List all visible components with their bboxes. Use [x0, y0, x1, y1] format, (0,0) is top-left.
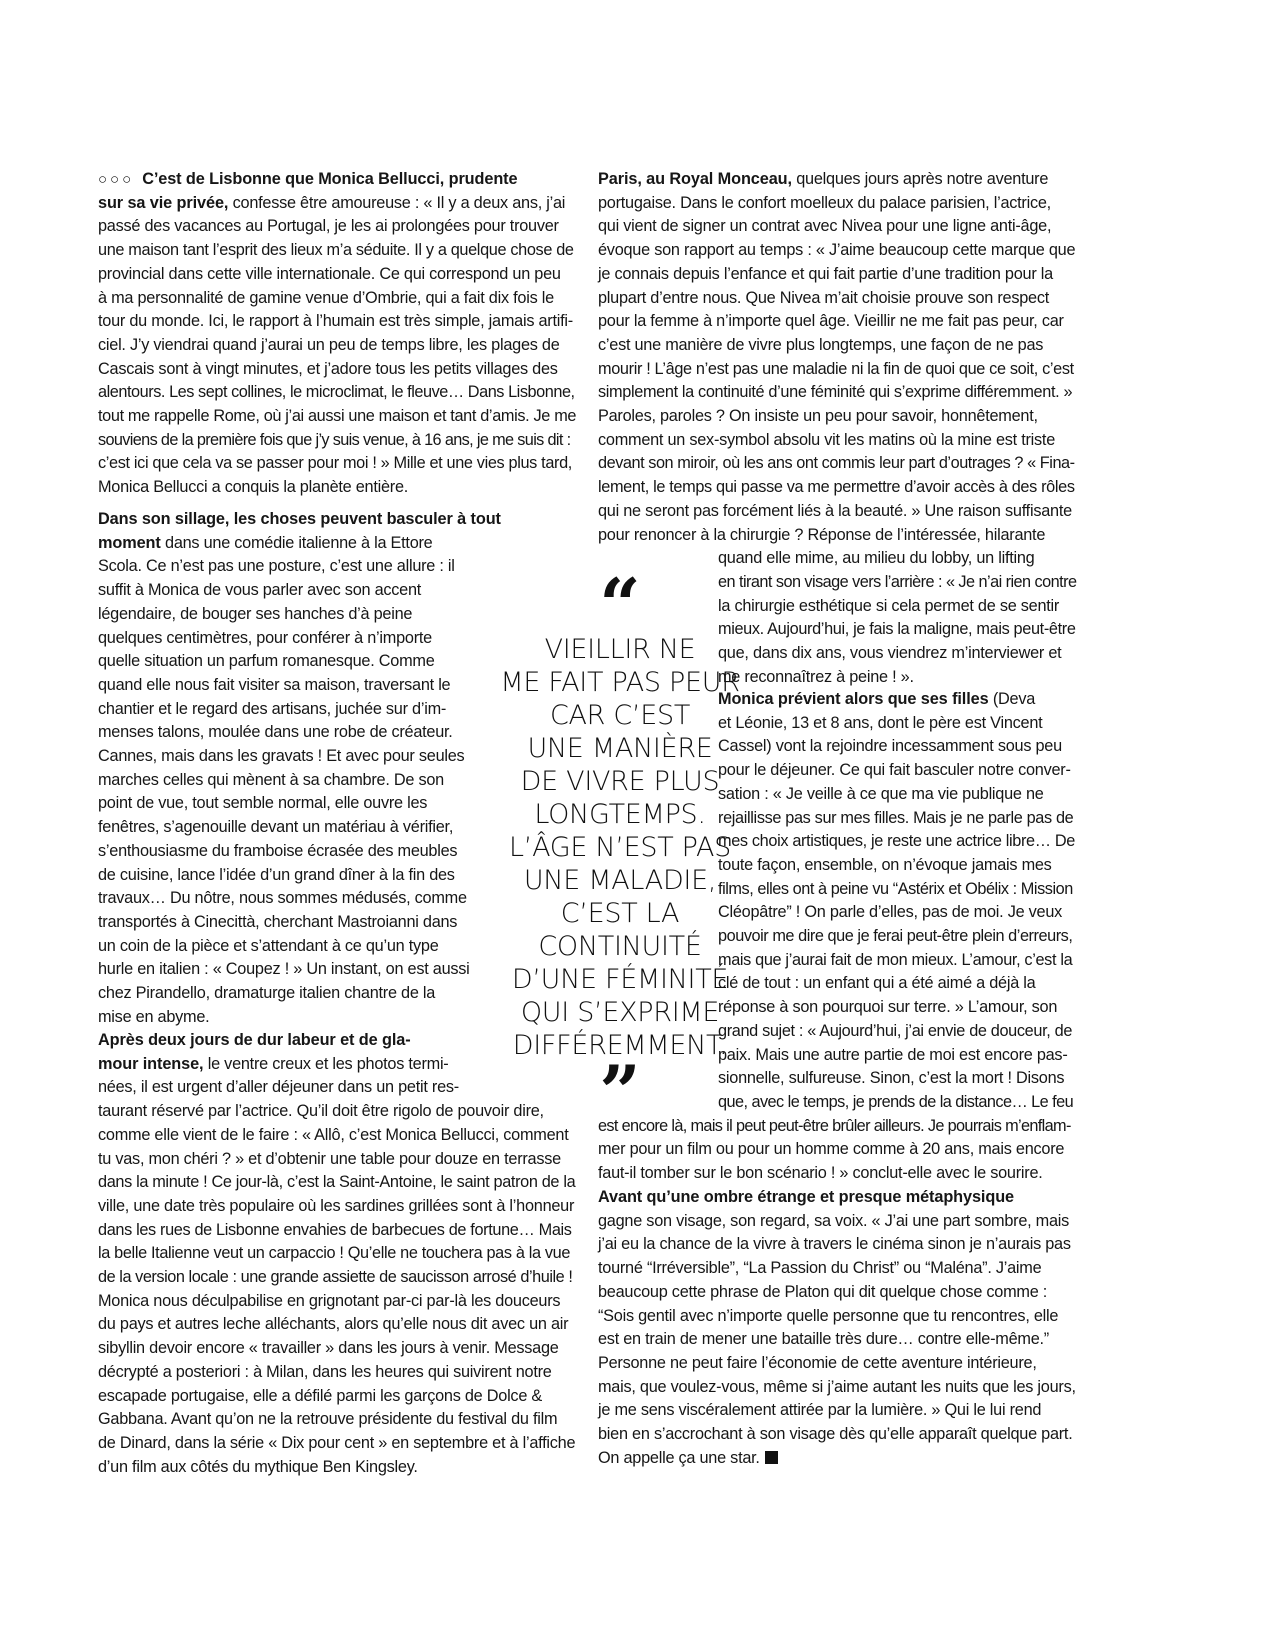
circles-icon: ○○○	[98, 171, 135, 188]
paragraph-line: qui ne seront pas forcément liés à la beauté. » Une raison suffisante	[598, 501, 1072, 520]
paragraph-line: la chirurgie esthétique si cela permet de se sentir	[718, 596, 1060, 615]
paragraph-line: bien en s’accrochant à son visage dès qu’elle apparaît quelque part.	[598, 1425, 1073, 1444]
paragraph-line: mes choix artistiques, je reste une actrice libre… De	[718, 832, 1075, 851]
paragraph-line: réponse à son pourquoi sur terre. » L’amour, son	[718, 998, 1058, 1017]
paragraph-line: du pays et autres leche alléchants, alors qu’elle nous dit avec un air	[98, 1315, 569, 1334]
paragraph-line: “Sois gentil avec n’importe quelle personne que tu rencontres, elle	[598, 1306, 1059, 1325]
paragraph-line: s’enthousiasme du framboise écrasée des meubles	[98, 841, 458, 860]
paragraph-line: chantier et le regard des artisans, juchée sur d’im-	[98, 699, 447, 718]
paragraph-line: Cassel) vont la rejoindre incessamment sous peu	[718, 737, 1062, 756]
paragraph-line: alentours. Les sept collines, le microclimat, le fleuve… Dans Lisbonne,	[98, 383, 575, 402]
pull-quote-line: CAR C’EST	[549, 700, 691, 731]
paragraph-line: Personne ne peut faire l’économie de cette aventure intérieure,	[598, 1353, 1037, 1372]
paragraph-line: Cannes, mais dans les gravats ! Et avec pour seules	[98, 747, 465, 766]
paragraph-lead: Monica prévient alors que ses filles	[718, 690, 989, 708]
paragraph-lead: sur sa vie privée,	[98, 193, 229, 212]
paragraph-line: travaux… Du nôtre, nous sommes médusés, comme	[98, 889, 467, 908]
paragraph-line: à ma personnalité de gamine venue d’Ombrie, qui a fait dix fois le	[98, 288, 554, 307]
paragraph-line: je connais depuis l’enfance et qui fait partie d’une tradition pour la	[598, 264, 1053, 283]
paragraph-line: souviens de la première fois que j’y suis venue, à 16 ans, je me suis dit :	[98, 430, 571, 449]
paragraph-lead: Dans son sillage, les choses peuvent basculer à tout	[98, 510, 501, 528]
pull-quote	[500, 562, 740, 1134]
paragraph-line: c’est une manière de vivre plus longtemps, une façon de ne pas	[598, 335, 1044, 354]
paragraph-line: faut-il tomber sur le bon scénario ! » conclut-elle avec le sourire.	[598, 1164, 1043, 1183]
paragraph-line: est encore là, mais il peut peut-être brûler ailleurs. Je pourrais m’enflam-	[598, 1116, 1071, 1135]
paragraph-line: devant son miroir, où les ans ont commis leur part d’outrages ? « Fina-	[598, 454, 1075, 473]
paragraph-lead: C’est de Lisbonne que Monica Bellucci, prudente	[142, 170, 518, 188]
paragraph-line: Cléopâtre” ! On parle d’elles, pas de moi. Je veux	[718, 903, 1063, 922]
pull-quote-line: QUI S’EXPRIME	[520, 997, 720, 1028]
paragraph-line: une maison tant l’esprit des lieux m’a séduite. Il y a quelque chose de	[98, 241, 574, 260]
paragraph-line: mourir ! L’âge n’est pas une maladie ni la fin de quoi que ce soit, c’est	[598, 359, 1074, 378]
paragraph-line: mais, que voulez-vous, même si j’aime autant les nuits que les jours,	[598, 1377, 1076, 1396]
paragraph-line: de cuisine, lance l’idée d’un grand dîner à la fin des	[98, 865, 455, 884]
paragraph-line: Scola. Ce n’est pas une posture, c’est une allure : il	[98, 557, 455, 576]
paragraph-line: qui vient de signer un contrat avec Nivea pour une ligne anti-âge,	[598, 217, 1052, 236]
paragraph-line: quand elle nous fait visiter sa maison, traversant le	[98, 675, 451, 694]
paragraph-line: mieux. Aujourd’hui, je fais la maligne, mais peut-être	[718, 620, 1076, 639]
paragraph-line: c’est ici que cela va se passer pour moi ! » Mille et une vies plus tard,	[98, 454, 572, 473]
paragraph-line: lement, le temps qui passe va me permettre d’avoir accès à des rôles	[598, 478, 1075, 497]
pull-quote-line: D’UNE FÉMINITÉ	[511, 964, 729, 995]
paragraph-lead: Paris, au Royal Monceau,	[598, 170, 792, 188]
paragraph-line: transportés à Cinecittà, cherchant Mastroianni dans	[98, 912, 458, 931]
paragraph-lisbonne	[98, 168, 576, 500]
pull-quote-line: CONTINUITÉ	[538, 931, 702, 962]
paragraph-line: simplement la continuité d’une féminité qui s’exprime différemment. »	[598, 383, 1073, 402]
paragraph-line: sionnelle, sulfureuse. Sinon, c’est la mort ! Disons	[718, 1069, 1065, 1088]
paragraph-line: hurle en italien : « Coupez ! » Un instant, on est aussi	[98, 960, 470, 979]
pull-quote-line: UNE MANIÈRE	[527, 733, 713, 764]
paragraph-line: que, dans dix ans, vous viendrez m’interviewer et	[718, 644, 1062, 663]
paragraph-line: quelques centimètres, pour conférer à n’importe	[98, 628, 432, 647]
paragraph-line: quand elle mime, au milieu du lobby, un lifting	[718, 549, 1035, 568]
paragraph-line: et Léonie, 13 et 8 ans, dont le père est Vincent	[718, 713, 1043, 732]
paragraph-line: mise en abyme.	[98, 1007, 210, 1026]
paragraph-line: point de vue, tout semble normal, elle ouvre les	[98, 794, 428, 813]
paragraph-line: beaucoup cette phrase de Platon qui dit quelque chose comme :	[598, 1282, 1048, 1301]
paragraph-line: mour intense, le ventre creux et les photos termi-	[98, 1054, 449, 1073]
paragraph-line: tu vas, mon chéri ? » et d’obtenir une table pour douze en terrasse	[98, 1149, 561, 1168]
pull-quote-line: VIEILLIR NE	[544, 634, 696, 665]
paragraph-line: est en train de mener une bataille très dure… contre elle-même.”	[598, 1330, 1049, 1349]
paragraph-line: films, elles ont à peine vu “Astérix et Obélix : Mission	[718, 879, 1073, 898]
paragraph-line: Monica nous déculpabilise en grignotant par-ci par-là les douceurs	[98, 1291, 561, 1310]
paragraph-line: Monica prévient alors que ses filles (Deva	[718, 690, 1036, 708]
paragraph-line: marches celles qui mènent à sa chambre. De son	[98, 770, 444, 789]
paragraph-line: portugaise. Dans le confort moelleux du palace parisien, l’actrice,	[598, 193, 1051, 212]
paragraph-line	[598, 1186, 1076, 1210]
paragraph-line: plupart d’entre nous. Que Nivea m’ait choisie prouve son respect	[598, 288, 1049, 307]
paragraph-line: paix. Mais une autre partie de moi est encore pas-	[718, 1045, 1068, 1064]
paragraph-line: pour la femme à n’importe quel âge. Vieillir ne me fait pas peur, car	[598, 312, 1064, 331]
paragraph-line: provincial dans cette ville internationale. Ce qui correspond un peu	[98, 264, 561, 283]
paragraph-line: un coin de la pièce et s’attendant à ce qu’un type	[98, 936, 439, 955]
paragraph-line: mer pour un film ou pour un homme comme à 20 ans, mais encore	[598, 1140, 1065, 1159]
paragraph-line: me reconnaîtrez à peine ! ».	[718, 667, 914, 686]
paragraph-line: Paris, au Royal Monceau, quelques jours après notre aventure	[598, 170, 1049, 188]
paragraph-line: escapade portugaise, elle a défilé parmi les garçons de Dolce &	[98, 1386, 543, 1405]
paragraph-line: quelle situation un parfum romanesque. Comme	[98, 652, 435, 671]
paragraph-line: de Dinard, dans la série « Dix pour cent » en septembre et à l’affiche	[98, 1433, 576, 1452]
paragraph-line: tour du monde. Ici, le rapport à l’humain est très simple, jamais artifi-	[98, 312, 573, 331]
paragraph-line: sation : « Je veille à ce que ma vie publique ne	[718, 784, 1044, 803]
paragraph-line: j’ai eu la chance de la vivre à travers le cinéma sinon je n’aurais pas	[598, 1235, 1071, 1254]
paragraph-line: tout me rappelle Rome, où j’ai aussi une maison et tant d’amis. Je me	[98, 407, 577, 426]
paragraph-line: en tirant son visage vers l’arrière : « Je n’ai rien contre	[718, 572, 1077, 591]
paragraph-lead: Après deux jours de dur labeur et de gla-	[98, 1031, 411, 1049]
pull-quote-line: ME FAIT PAS PEUR	[500, 667, 740, 698]
paragraph-line: comment un sex-symbol absolu vit les matins où la mine est triste	[598, 430, 1055, 449]
paragraph-lead: Avant qu’une ombre étrange et presque métaphysique	[598, 1188, 1014, 1206]
paragraph-line: menses talons, moulée dans une robe de créateur.	[98, 723, 453, 742]
paragraph-line: ville, une date très populaire où les sardines grillées sont à l’honneur	[98, 1196, 575, 1215]
paragraph-lead-line	[98, 168, 576, 192]
pull-quote-line: L’ÂGE N’EST PAS	[509, 832, 731, 863]
paragraph-line: grand sujet : « Aujourd’hui, j’ai envie de douceur, de	[718, 1021, 1073, 1040]
paragraph-line: rejaillisse pas sur mes filles. Mais je ne parle pas de	[718, 808, 1074, 827]
paragraph-line: On appelle ça une star.	[598, 1447, 1076, 1471]
paragraph-line: clé de tout : un enfant qui a été aimé a déjà la	[718, 974, 1036, 993]
paragraph-line: pour renoncer à la chirurgie ? Réponse de l’intéressée, hilarante	[598, 525, 1046, 544]
paragraph-line: dans les rues de Lisbonne envahies de barbecues de fortune… Mais	[98, 1220, 572, 1239]
paragraph-line: fenêtres, s’agenouille devant un matériau à vérifier,	[98, 818, 454, 837]
paragraph-line: décrypté a posteriori : à Milan, dans les heures qui suivirent notre	[98, 1362, 552, 1381]
paragraph-line: que, avec le temps, je prends de la distance… Le feu	[718, 1092, 1074, 1111]
pull-quote-line: UNE MALADIE,	[523, 865, 717, 896]
paragraph-line: chez Pirandello, dramaturge italien chantre de la	[98, 984, 436, 1003]
end-of-article-square-icon	[765, 1451, 778, 1464]
paragraph-line: Cascais sont à vingt minutes, et j’adore tous les petits villages des	[98, 359, 558, 378]
paragraph-line: d’un film aux côtés du mythique Ben Kingsley.	[98, 1457, 418, 1476]
paragraph-line: nées, il est urgent d’aller déjeuner dans un petit res-	[98, 1078, 459, 1097]
paragraph-line: de la version locale : une grande assiette de saucisson arrosé d’huile !	[98, 1268, 573, 1287]
paragraph-line	[98, 508, 576, 532]
paragraph-line: Gabbana. Avant qu’on ne la retrouve présidente du festival du film	[98, 1410, 558, 1429]
paragraph-line: la belle Italienne veut un carpaccio ! Qu’elle ne touchera pas à la vue	[98, 1244, 571, 1263]
paragraph-line: dans la minute ! Ce jour-là, c’est la Saint-Antoine, le saint patron de la	[98, 1173, 576, 1192]
paragraph-lead: moment	[98, 533, 161, 552]
pull-quote-text	[500, 633, 740, 1062]
paragraph-line: évoque son rapport au temps : « J’aime beaucoup cette marque que	[598, 241, 1076, 260]
paragraph-line: sibyllin devoir encore « travailler » dans les jours à venir. Message	[98, 1339, 559, 1358]
pull-quote-line: C’EST LA	[560, 898, 680, 929]
paragraph-line: taurant réservé par l’actrice. Qu’il doit être rigolo de pouvoir dire,	[98, 1102, 544, 1121]
pull-quote-line: DE VIVRE PLUS	[520, 766, 720, 797]
paragraph-line: pouvoir me dire que je ferai peut-être plein d’erreurs,	[718, 927, 1073, 946]
close-quote-icon: ”	[599, 1049, 641, 1134]
paragraph-line: je me sens viscéralement attirée par la lumière. » Qui le lui rend	[598, 1401, 1042, 1420]
paragraph-line: passé des vacances au Portugal, je les ai prolongées pour trouver	[98, 217, 559, 236]
open-quote-icon: “	[599, 562, 641, 647]
paragraph-line: moment dans une comédie italienne à la Ettore	[98, 533, 433, 552]
pull-quote-line: DIFFÉREMMENT.	[512, 1030, 728, 1061]
paragraph-line: Monica Bellucci a conquis la planète entière.	[98, 478, 409, 497]
paragraph-lead: mour intense,	[98, 1054, 204, 1073]
paragraph-line: comme elle vient de le faire : « Allô, c’est Monica Bellucci, comment	[98, 1125, 569, 1144]
paragraph-line: sur sa vie privée, confesse être amoureuse : « Il y a deux ans, j’ai	[98, 193, 566, 212]
paragraph-line: suffit à Monica de vous parler avec son accent	[98, 581, 422, 600]
paragraph-line: légendaire, de bouger ses hanches d’à peine	[98, 604, 413, 623]
paragraph-line: tourné “Irréversible”, “La Passion du Christ” ou “Maléna”. J’aime	[598, 1259, 1042, 1278]
paragraph-line: toute façon, ensemble, on n’évoque jamais mes	[718, 855, 1052, 874]
pull-quote-line: LONGTEMPS.	[534, 799, 706, 830]
paragraph-line: ciel. J’y viendrai quand j’aurai un peu de temps libre, les plages de	[98, 335, 560, 354]
paragraph-ombre	[598, 1186, 1076, 1470]
paragraph-line: mais que j’aurai fait de mon mieux. L’amour, c’est la	[718, 950, 1073, 969]
paragraph-line: Paroles, paroles ? On insiste un peu pour savoir, honnêtement,	[598, 407, 1038, 426]
paragraph-line: pour le déjeuner. Ce qui fait basculer notre conver-	[718, 761, 1071, 780]
paragraph-line: gagne son visage, son regard, sa voix. « J’ai une part sombre, mais	[598, 1211, 1070, 1230]
